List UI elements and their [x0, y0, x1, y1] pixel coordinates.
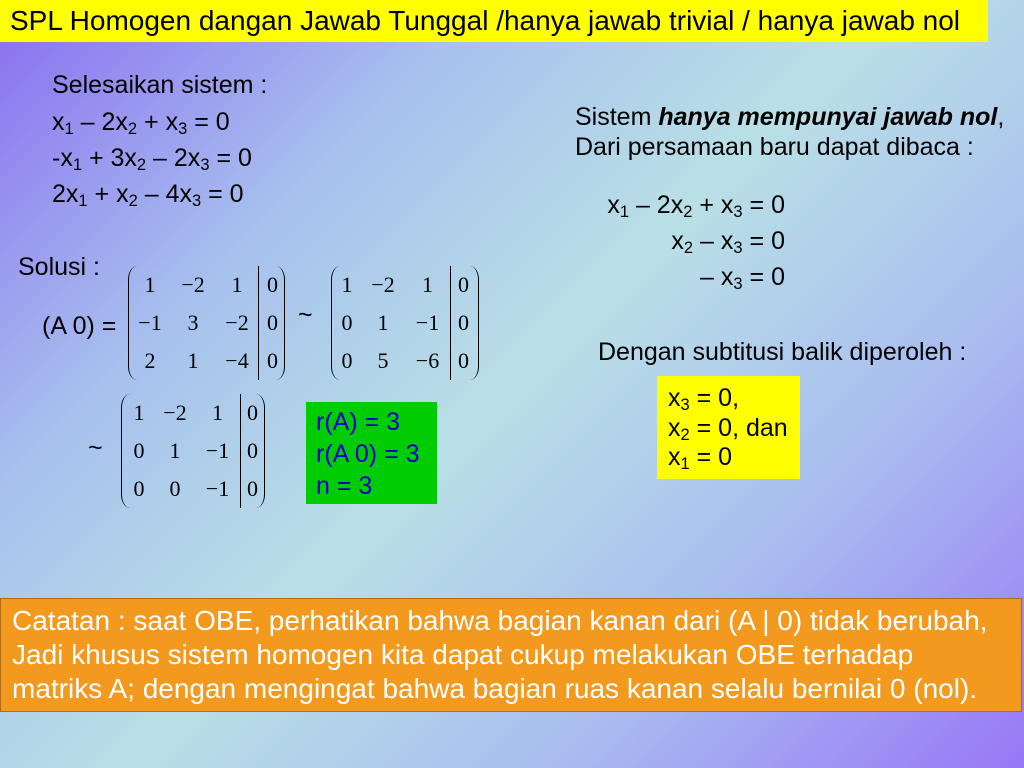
matrix-augmented-cell: 0 — [240, 470, 264, 508]
equation-term: 2x — [52, 180, 79, 208]
augmented-matrix-initial — [128, 266, 285, 380]
matrix-cell: 3 — [187, 310, 199, 335]
equation-term: = 0 — [742, 191, 785, 219]
reduced-equation-1 — [560, 190, 785, 220]
row-equivalence-symbol: ~ — [298, 301, 313, 329]
augmented-matrix-label: (A 0) = — [42, 312, 117, 340]
right-bracket — [276, 266, 285, 380]
equation-term: x — [668, 413, 681, 442]
back-substitution-label: Dengan subtitusi balik diperoleh : — [598, 338, 967, 366]
unknown-count: n = 3 — [316, 472, 373, 500]
equation-subscript: 3 — [191, 192, 202, 210]
matrix-augmented-cell: 0 — [450, 266, 476, 304]
equation-subscript: 1 — [619, 203, 630, 221]
system-equation-3 — [52, 179, 244, 209]
equation-term: + x — [137, 108, 179, 136]
note-line: matriks A; dengan mengingat bahwa bagian ruas kanan selalu bernilai 0 (nol). — [12, 673, 978, 704]
equation-term: x — [668, 443, 681, 471]
equation-term: = 0, dan — [689, 413, 788, 442]
matrix-augmented-cell: 0 — [240, 432, 264, 470]
matrix-cell: 1 — [144, 272, 156, 297]
title-bar — [0, 0, 988, 42]
equation-subscript: 2 — [680, 425, 690, 444]
equation-term: = 0 — [689, 443, 733, 471]
matrix-augmented-cell: 0 — [258, 342, 286, 380]
matrix-cell: −2 — [163, 400, 187, 425]
matrix-cell: 0 — [341, 310, 353, 335]
equation-term: – 2x — [629, 191, 684, 219]
equation-term: = 0 — [187, 108, 230, 136]
matrix-cell: 0 — [169, 476, 181, 501]
matrix-grid — [130, 266, 286, 380]
matrix-augmented-cell: 0 — [258, 266, 286, 304]
equation-subscript: 2 — [127, 120, 138, 138]
equation-subscript: 1 — [72, 156, 83, 174]
equation-term: x — [668, 384, 681, 412]
matrix-cell: −6 — [415, 348, 440, 373]
matrix-cell: 1 — [212, 400, 223, 425]
equation-term: x — [52, 108, 65, 136]
matrix-cell: −4 — [225, 348, 249, 373]
equation-subscript: 1 — [78, 192, 88, 210]
result-x1 — [668, 443, 800, 473]
matrix-cell: −2 — [225, 310, 249, 335]
right-bracket — [256, 394, 265, 508]
equation-term: – 2x — [73, 108, 128, 136]
equation-subscript: 1 — [64, 120, 74, 138]
equation-term: = 0 — [201, 180, 244, 208]
matrix-cell: 0 — [341, 348, 353, 373]
reduced-equation-2 — [560, 226, 785, 256]
rank-of-a: r(A) = 3 — [316, 408, 401, 436]
matrix-cell: 5 — [377, 348, 389, 373]
equation-subscript: 3 — [200, 156, 210, 174]
equation-subscript: 3 — [680, 396, 690, 414]
equation-term: x — [607, 191, 620, 219]
results-box — [657, 376, 800, 479]
matrix-cell: −1 — [205, 438, 230, 463]
matrix-augmented-cell: 0 — [450, 304, 476, 342]
matrix-cell: −2 — [181, 272, 205, 297]
equation-term: = 0, — [689, 384, 740, 412]
matrix-augmented-cell: 0 — [258, 304, 286, 342]
matrix-cell: −2 — [371, 272, 395, 297]
matrix-cell: 0 — [133, 438, 145, 463]
matrix-cell: −1 — [415, 310, 440, 335]
equation-term: + 3x — [82, 144, 137, 172]
equation-term: = 0 — [742, 263, 785, 291]
equation-subscript: 2 — [683, 203, 693, 221]
augmented-matrix-step-1 — [331, 266, 479, 380]
slide-title: SPL Homogen dangan Jawab Tunggal /hanya jawab trivial / hanya jawab nol — [10, 5, 961, 36]
augmented-matrix-echelon — [121, 394, 265, 508]
right-bracket — [470, 266, 479, 380]
result-x3 — [668, 384, 800, 414]
matrix-augmented-cell: 0 — [450, 342, 476, 380]
equation-term: x — [671, 227, 684, 255]
equation-subscript: 2 — [683, 239, 694, 257]
statement-prefix: Sistem — [575, 103, 659, 131]
matrix-augmented-cell: 0 — [240, 394, 264, 432]
equation-subscript: 2 — [128, 192, 138, 210]
equation-subscript: 3 — [733, 239, 743, 257]
matrix-cell: 1 — [169, 438, 181, 463]
result-x2 — [668, 414, 800, 444]
equation-term: = 0 — [742, 227, 785, 255]
equation-term: + x — [87, 180, 129, 208]
equation-term: – x — [693, 227, 734, 255]
matrix-cell: 2 — [144, 348, 156, 373]
equation-subscript: 3 — [733, 275, 743, 293]
note-line: Jadi khusus sistem homogen kita dapat cukup melakukan OBE terhadap — [12, 639, 914, 670]
system-equation-1 — [52, 107, 230, 137]
note-box — [0, 598, 1022, 712]
equation-subscript: 1 — [680, 455, 690, 473]
matrix-cell: 1 — [422, 272, 433, 297]
reduced-equation-3 — [560, 262, 785, 292]
equation-term: – 4x — [137, 180, 192, 208]
equation-term: = 0 — [209, 144, 252, 172]
matrix-cell: 1 — [187, 348, 199, 373]
matrix-cell: −1 — [138, 310, 162, 335]
statement-emphasis: hanya mempunyai jawab nol — [658, 103, 998, 131]
equation-term: + x — [692, 191, 734, 219]
matrix-cell: 1 — [341, 272, 353, 297]
equation-term: -x — [52, 144, 73, 172]
rank-box — [306, 402, 437, 504]
row-equivalence-symbol: ~ — [88, 434, 103, 462]
matrix-cell: −1 — [205, 476, 230, 501]
equation-term: – 2x — [146, 144, 201, 172]
equation-subscript: 3 — [733, 203, 743, 221]
system-equation-2 — [52, 143, 252, 173]
problem-intro: Selesaikan sistem : — [52, 71, 268, 99]
matrix-cell: 1 — [231, 272, 243, 297]
equation-subscript: 3 — [178, 120, 188, 138]
equation-subscript: 2 — [136, 156, 147, 174]
matrix-grid — [333, 266, 476, 380]
conclusion-statement — [575, 102, 1004, 132]
reading-note: Dari persamaan baru dapat dibaca : — [575, 133, 974, 161]
solution-label: Solusi : — [18, 253, 100, 281]
matrix-cell: 1 — [133, 400, 145, 425]
statement-suffix: , — [997, 103, 1005, 131]
equation-term: – x — [700, 263, 734, 291]
matrix-cell: 1 — [377, 310, 389, 335]
rank-of-augmented: r(A 0) = 3 — [316, 440, 420, 468]
note-line: Catatan : saat OBE, perhatikan bahwa bagian kanan dari (A | 0) tidak berubah, — [12, 605, 988, 636]
matrix-grid — [123, 394, 264, 508]
matrix-cell: 0 — [133, 476, 145, 501]
